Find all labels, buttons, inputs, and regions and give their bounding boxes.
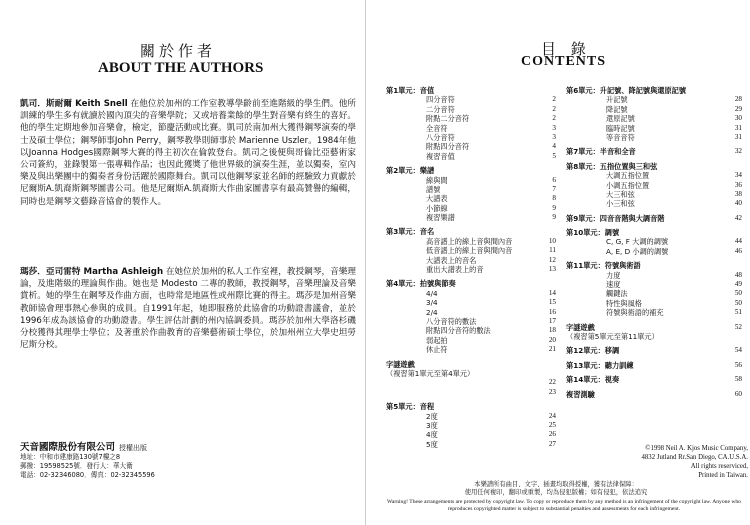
toc-page-number: 49 (734, 280, 742, 289)
toc-entry-title: 降記號 (606, 104, 628, 114)
toc-page-number: 9 (552, 213, 556, 222)
authors-title-zh: 關於作者 (140, 42, 217, 60)
toc-unit-title-text: 第12單元：移調 (566, 346, 620, 356)
toc-page-number: 28 (734, 95, 742, 104)
toc-page-number: 58 (734, 375, 742, 384)
toc-entry (566, 95, 742, 104)
toc-unit (566, 346, 742, 355)
publisher-name: 天音國際股份有限公司 (20, 442, 116, 453)
toc-unit-title (386, 227, 556, 236)
toc-unit-title-text: 第8單元：五指位置與三和弦 (566, 161, 658, 171)
toc-page-number: 5 (552, 151, 556, 160)
toc-entry-title: 大三和弦 (606, 189, 635, 199)
toc-entry-title: 大調五指位置 (606, 171, 650, 181)
toc-page-number: 2 (552, 114, 556, 123)
toc-page-number: 29 (734, 104, 742, 113)
toc-entry (386, 412, 556, 421)
toc-entry (386, 133, 556, 142)
toc-unit-title (566, 323, 742, 332)
toc-unit-title-text: 第14單元：視奏 (566, 375, 620, 385)
toc-entry (386, 298, 556, 307)
toc-page-number: 6 (552, 175, 556, 184)
toc-entry-title: 升記號 (606, 95, 628, 105)
warning-zh (386, 481, 726, 497)
toc-unit (566, 228, 742, 256)
toc-entry (386, 114, 556, 123)
toc-entry-title: 小節線 (426, 203, 448, 213)
warning-en (384, 499, 744, 513)
toc-unit (566, 214, 742, 223)
toc-entry (386, 213, 556, 222)
toc-entry (386, 336, 556, 345)
toc-unit-title-text: 第9單元：四音音階與大調音階 (566, 213, 665, 223)
toc-entry (566, 171, 742, 180)
toc-page-number: 56 (734, 360, 742, 369)
toc-unit-title (386, 86, 556, 95)
toc-unit-title (566, 214, 742, 223)
toc-unit-title-text: 第7單元：半音和全音 (566, 147, 636, 157)
toc-entry-title: 4度 (426, 430, 438, 440)
martha-name: 瑪莎．亞司雷特 Martha Ashleigh (20, 267, 164, 277)
toc-entry-title: 八分音符的數法 (426, 316, 477, 326)
toc-page-number: 12 (548, 255, 556, 264)
keith-name: 凱司．斯耐爾 Keith Snell (20, 99, 128, 109)
toc-entry-title: 4/4 (426, 288, 438, 298)
toc-unit-title-text: 第3單元：音名 (386, 227, 435, 237)
warning-zh-line: 使用任何複印，翻印或重製，均為侵犯版權；如有侵犯，依法追究 (464, 489, 648, 497)
toc-entry-title: 休止符 (426, 345, 448, 355)
toc-unit-title (566, 228, 742, 237)
toc-entry-title: 高音譜上的線上音與間內音 (426, 236, 513, 246)
copyright-line: ©1998 Neil A. Kjos Music Company, (645, 445, 748, 452)
toc-entry-title: A, E, D 小調的調號 (606, 246, 669, 256)
toc-entry (386, 237, 556, 246)
toc-entry (386, 289, 556, 298)
toc-unit (386, 166, 556, 222)
toc-unit-title-text: 第1單元：音值 (386, 86, 435, 95)
publisher-address (20, 453, 210, 480)
toc-entry (386, 317, 556, 326)
toc-page-number: 25 (548, 420, 556, 429)
toc-page-number: 32 (734, 147, 742, 156)
toc-entry-title: 附點四分音符 (426, 142, 470, 152)
publisher-note: 授權出版 (119, 444, 148, 452)
toc-unit-subtitle (386, 369, 556, 378)
toc-page-number: 11 (549, 246, 556, 255)
toc-left-column (386, 86, 556, 454)
toc-entry-title: 大譜表 (426, 194, 448, 204)
toc-unit-title (386, 279, 556, 288)
toc-page-number: 15 (548, 298, 556, 307)
toc-page-number: 9 (552, 203, 556, 212)
toc-unit (566, 86, 742, 142)
toc-entry-title: 複習音值 (426, 151, 455, 161)
toc-unit (566, 162, 742, 209)
toc-unit-title-text: 第11單元：符號與術語 (566, 261, 641, 271)
toc-entry-title: 速度 (606, 280, 621, 290)
toc-page-number: 50 (734, 289, 742, 298)
copyright-line: 4832 Jutland Rr.San Diego, CA.U.S.A. (641, 454, 748, 461)
toc-entry-title: 3度 (426, 420, 438, 430)
toc-entry (386, 421, 556, 430)
toc-entry-title: 小三和弦 (606, 199, 635, 209)
toc-entry-title: 臨時記號 (606, 123, 635, 133)
toc-unit-title (566, 86, 742, 95)
toc-page-number: 34 (734, 171, 742, 180)
toc-page-number: 4 (552, 142, 556, 151)
toc-unit (566, 261, 742, 317)
toc-right-column (566, 86, 742, 404)
toc-entry-title: 附點四分音符的數法 (426, 326, 491, 336)
contents-title-en: CONTENTS (521, 54, 607, 69)
toc-entry-title: 四分音符 (426, 95, 455, 105)
toc-page-number: 36 (734, 180, 742, 189)
toc-unit-title-text: 字謎遊戲 (566, 322, 595, 332)
toc-entry (386, 308, 556, 317)
toc-unit-title (566, 162, 742, 171)
toc-entry-title (386, 388, 426, 397)
toc-page-number: 23 (548, 387, 556, 396)
toc-page-number: 18 (548, 326, 556, 335)
toc-entry (386, 345, 556, 354)
toc-entry (566, 271, 742, 280)
toc-unit-title (566, 361, 742, 370)
toc-page-number: 27 (548, 439, 556, 448)
toc-entry-title: 重出大譜表上的音 (426, 265, 484, 275)
toc-unit-subtitle-text: （複習第5單元至第11單元） (566, 331, 659, 341)
address-line: 電話：02-32346080．傳真：02-32345596 (20, 471, 155, 479)
toc-entry (566, 299, 742, 308)
toc-page-number: 30 (734, 114, 742, 123)
toc-entry (386, 246, 556, 255)
toc-unit (386, 227, 556, 274)
contents-title-zh: 目 錄 (541, 40, 591, 58)
toc-entry (386, 185, 556, 194)
toc-page-number: 60 (734, 389, 742, 398)
toc-page-number: 3 (552, 123, 556, 132)
toc-unit-subtitle-text: （複習第1單元至第4單元） (386, 368, 475, 378)
toc-page-number: 16 (548, 307, 556, 316)
toc-unit-title-text: 字謎遊戲 (386, 359, 415, 369)
toc-page-number: 26 (548, 430, 556, 439)
toc-entry-title: 線與間 (426, 175, 448, 185)
keith-bio (20, 98, 356, 208)
copyright-block (628, 444, 748, 480)
toc-page-number: 42 (734, 213, 742, 222)
toc-entry-title: 二分音符 (426, 104, 455, 114)
toc-entry-title: 譜號 (426, 184, 441, 194)
keith-text: 在他位於加州的工作室教導學齡前至進階級的學生們。他所訓練的學生多有就讀於國內頂尖的音樂學院；又或培養業餘的學生對音樂有終生的喜好。他的學生定期地參加音樂會，檢定，節慶活動或比賽。凱司於南加州大獲得鋼琴演奏的學士及碩士學位；鋼琴師事John Perry，鋼琴教學則師事於 Marienne Uszler。1984年他以Joanna Hodges國際鋼琴大賽的得主初次在倫敦登台。凱司之後便與哥倫比亞藝術家公司簽約，並錄製第一張專輯作品；也因此獲奬了他世界級的演奏生涯，並以獨奏，室內樂及與出樂團中的獨奏者身份活躍於國際舞台。凱司以他鋼琴家並名師的經驗致力貢獻於尼爾斯A.凱裔斯鋼琴圖書公司。他是尼爾斯A.凱裔斯大作曲家圖書享有最高贊譽的編輯，同時也是鋼琴文藝錄音協會的製作人。 (20, 99, 356, 207)
warning-en-line: reproduces copyrighted matter is subject to substantial penalties and assessments for each infringement. (447, 506, 681, 512)
toc-entry-title: 複習樂譜 (426, 213, 455, 223)
toc-page-number: 2 (552, 95, 556, 104)
toc-entry (386, 152, 556, 161)
toc-page-number: 51 (734, 308, 742, 317)
toc-entry (566, 247, 742, 256)
toc-unit-title-text: 第4單元：拍號與節奏 (386, 279, 456, 289)
toc-unit (386, 402, 556, 449)
warning-zh-line: 本樂譜所有曲目、文字、插畫均取得授權，獲有法律保障： (474, 481, 638, 488)
toc-entry-title: C, G, F 大調的調號 (606, 237, 669, 247)
martha-text: 在她位於加州的私人工作室裡，教授鋼琴，音樂理論，及進階級的理論與作曲。她也是 Modesto 二專的教師，教授鋼琴，音樂理論及音樂賞析。她的學生在鋼琴及作曲方面，也時常是地區性或州際比賽的得主。瑪莎是加州音樂教師協會理事熱心參與的成員。自1991年起，她即服務於此協會的功動證書議會，並於1996年成為該協會的功動證書。學生評估計劃的州內協調委員。瑪莎於加州大學洛杉磯分校獲得其理學士學位；及著重於作曲教育的音樂藝術碩士學位，於加州州立大學史坦勞尼斯分校。 (20, 267, 356, 351)
copyright-line: All rights reserviced, (690, 463, 748, 470)
toc-entry-title: 符號與術語的補充 (606, 308, 664, 318)
toc-unit-title (566, 346, 742, 355)
toc-unit (386, 86, 556, 161)
publisher (20, 439, 147, 453)
toc-entry (566, 190, 742, 199)
toc-page-number: 52 (734, 322, 742, 331)
toc-unit-title (566, 375, 742, 384)
toc-unit-title (566, 261, 742, 270)
toc-unit-title-text: 第6單元：升記號、降記號與還原記號 (566, 86, 687, 95)
toc-page-number: 13 (548, 265, 556, 274)
toc-page-number: 50 (734, 298, 742, 307)
toc-entry-title: 3/4 (426, 298, 438, 308)
toc-entry (566, 199, 742, 208)
toc-entry (386, 95, 556, 104)
toc-page-number: 7 (552, 184, 556, 193)
toc-entry (386, 142, 556, 151)
address-line: 地址：中和市建康路130號7樓之8 (20, 453, 121, 461)
toc-unit-title-text: 第10單元：調號 (566, 228, 620, 238)
toc-entry (386, 124, 556, 133)
toc-unit (566, 375, 742, 384)
toc-unit (386, 279, 556, 354)
toc-entry-title: 小調五指位置 (606, 180, 650, 190)
toc-unit-title (566, 390, 742, 399)
toc-entry (566, 181, 742, 190)
toc-entry-title: 八分音符 (426, 132, 455, 142)
toc-page-number: 10 (548, 236, 556, 245)
toc-entry (566, 133, 742, 142)
toc-entry (566, 114, 742, 123)
toc-entry (386, 265, 556, 274)
toc-page-number: 46 (734, 246, 742, 255)
martha-bio (20, 266, 356, 351)
toc-page-number: 54 (734, 346, 742, 355)
toc-entry-title: 5度 (426, 439, 438, 449)
toc-page-number: 22 (548, 378, 556, 387)
toc-unit-title-text: 第13單元：聽力訓練 (566, 360, 634, 370)
toc-entry (386, 105, 556, 114)
toc-page-number: 14 (548, 288, 556, 297)
toc-entry-title: 低音譜上的線上音與間內音 (426, 246, 513, 256)
toc-unit (386, 360, 556, 398)
toc-unit (566, 390, 742, 399)
toc-unit (566, 323, 742, 342)
toc-entry (566, 237, 742, 246)
toc-entry-title: 2/4 (426, 307, 438, 317)
toc-page-number: 40 (734, 199, 742, 208)
toc-entry-title (386, 378, 426, 387)
toc-entry (566, 280, 742, 289)
toc-entry-title: 等音音符 (606, 132, 635, 142)
toc-page-number: 21 (548, 345, 556, 354)
toc-unit-title (566, 147, 742, 156)
toc-unit-title-text: 複習測驗 (566, 389, 595, 399)
toc-page-number: 8 (552, 194, 556, 203)
toc-entry (386, 194, 556, 203)
toc-unit-title (386, 360, 556, 369)
toc-entry-title: 大譜表上的音名 (426, 255, 477, 265)
toc-page-number: 2 (552, 104, 556, 113)
toc-page-number: 44 (734, 237, 742, 246)
toc-unit-title-text: 第2單元：樂譜 (386, 166, 435, 176)
toc-page-number: 31 (734, 132, 742, 141)
toc-entry (386, 378, 556, 387)
toc-entry-title: 力度 (606, 270, 621, 280)
toc-unit (566, 147, 742, 156)
toc-entry-title: 特性與風格 (606, 298, 642, 308)
toc-entry (566, 105, 742, 114)
authors-title-en: ABOUT THE AUTHORS (98, 60, 264, 76)
warning-en-line: Warning! These arrangements are protected by copyright law. To copy or reproduce them by any method is an infringement of the copyright law. Anyone who (387, 499, 741, 505)
toc-page-number: 24 (548, 411, 556, 420)
toc-entry (386, 440, 556, 449)
toc-page-number: 20 (548, 335, 556, 344)
toc-page-number: 38 (734, 189, 742, 198)
toc-page-number: 3 (552, 132, 556, 141)
toc-entry (566, 289, 742, 298)
address-line: 郵撥：19598525號．發行人：華大衛 (20, 462, 133, 470)
toc-page-number: 48 (734, 270, 742, 279)
toc-unit-title (386, 166, 556, 175)
toc-unit-title (386, 402, 556, 411)
toc-entry (386, 176, 556, 185)
toc-entry (386, 256, 556, 265)
toc-entry-title: 觸鍵法 (606, 289, 628, 299)
toc-entry-title: 弱起拍 (426, 335, 448, 345)
toc-unit-title-text: 第5單元：音程 (386, 402, 435, 412)
toc-entry (566, 308, 742, 317)
toc-entry (386, 430, 556, 439)
toc-entry (386, 326, 556, 335)
toc-entry (386, 388, 556, 397)
toc-page-number: 31 (734, 123, 742, 132)
toc-entry-title: 附點二分音符 (426, 114, 470, 124)
toc-entry-title: 還原記號 (606, 114, 635, 124)
toc-page-number: 17 (548, 316, 556, 325)
toc-entry (386, 204, 556, 213)
toc-unit (566, 361, 742, 370)
toc-entry (566, 124, 742, 133)
toc-entry-title: 全音符 (426, 123, 448, 133)
toc-entry-title: 2度 (426, 411, 438, 421)
toc-unit-subtitle (566, 332, 742, 341)
copyright-line: Printed in Taiwan. (698, 472, 748, 479)
